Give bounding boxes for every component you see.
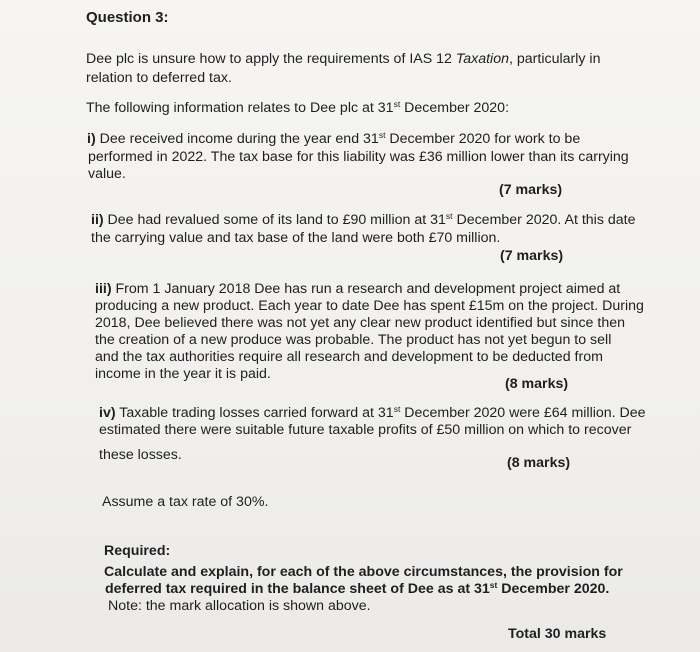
part-iv-line-2: estimated there were suitable future taxable profits of £50 million on which to recover: [99, 422, 632, 438]
required-heading: Required:: [104, 543, 171, 559]
intro-line-2: relation to deferred tax.: [86, 70, 232, 86]
part-ii-line-2: the carrying value and tax base of the land were both £70 million.: [91, 230, 501, 246]
part-iv-line-1: iv) Taxable trading losses carried forward at 31st December 2020 were £64 million. Dee: [99, 404, 646, 421]
part-iii-marks: (8 marks): [505, 376, 569, 392]
part-i-line-1: i) Dee received income during the year end 31st December 2020 for work to be: [87, 130, 581, 147]
part-iii-line-2: producing a new product. Each year to date Dee has spent £15m on the project. During: [95, 298, 644, 314]
tax-rate-text: Assume a tax rate of 30%.: [102, 494, 269, 510]
info-line: The following information relates to Dee plc at 31st December 2020:: [86, 99, 510, 116]
part-iii-line-5: and the tax authorities require all research and development to be deducted from: [95, 349, 603, 365]
part-ii-marks: (7 marks): [500, 248, 564, 264]
part-i-line-3: value.: [88, 166, 126, 182]
required-line-1: Calculate and explain, for each of the above circumstances, the provision for: [104, 564, 623, 580]
part-ii-line-1: ii) Dee had revalued some of its land to £90 million at 31st December 2020. At this date: [91, 211, 636, 228]
part-iv-line-3: these losses.: [99, 447, 182, 463]
part-i-marks: (7 marks): [499, 182, 563, 198]
mark-allocation-note: Note: the mark allocation is shown above.: [108, 598, 371, 614]
part-iii-line-6: income in the year it is paid.: [95, 366, 271, 382]
part-iv-marks: (8 marks): [507, 455, 571, 471]
intro-line-1: Dee plc is unsure how to apply the requirements of IAS 12 Taxation, particularly in: [86, 51, 601, 67]
part-iii-line-1: iii) From 1 January 2018 Dee has run a research and development project aimed at: [95, 281, 621, 297]
part-iii-line-3: 2018, Dee believed there was not yet any clear new product identified but since then: [95, 315, 626, 331]
part-i-line-2: performed in 2022. The tax base for this liability was £36 million lower than its carrying: [88, 149, 629, 165]
required-line-2: deferred tax required in the balance sheet of Dee as at 31st December 2020.: [105, 580, 610, 597]
total-marks: Total 30 marks: [508, 626, 607, 642]
part-iii-line-4: the creation of a new produce was probable. The product has not yet begun to sell: [95, 332, 612, 348]
question-heading: Question 3:: [86, 9, 169, 26]
